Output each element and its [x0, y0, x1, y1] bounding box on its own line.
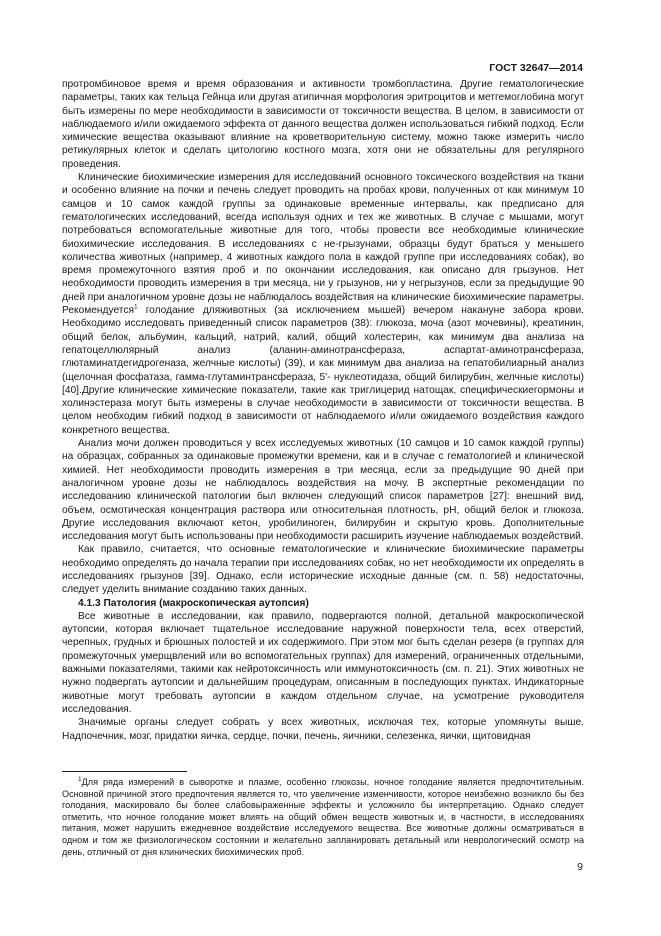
page-number: 9	[577, 861, 583, 873]
paragraph-clinical-biochemistry-part1: Клинические биохимические измерения для исследований основного токсического воздействия на ткани и особенно влияние на почки и печень следует проводить на пробах крови, полученных от как минимум 10 самцов и 10 самок каждой группы за одинаковые временные интервалы, как предписано для гематологических исследований, всегда используя одних и тех же животных. В случае с мышами, могут потребоваться вспомогательные животные для того, чтобы провести все необходимые клинические биохимические исследования. В исследованиях с не-грызунами, образцы будут браться у меньшего количества животных (например, 4 животных каждого пола в каждой группе при исследованиях собак), во время промежуточного взятия проб и по окончании исследования, как описано для грызунов. Нет необходимости проводить измерения в три месяца, ни у грызунов, ни у негрызунов, если за предыдущие 90 дней при аналогичном уровне дозы не наблюдалось воздействия на клинические биохимические параметры. Рекомендуется	[62, 172, 584, 317]
footnote-marker: 1	[78, 775, 82, 783]
paragraph-clinical-biochemistry-part2: голодание дляживотных (за исключением мышей) вечером накануне забора крови. Необходимо исследовать приведенный список параметров (38): глюкоза, моча (азот мочевины), креатинин, общий белок, альбумин, кальций, натрий, калий, общий холестерин, как минимум два анализа на гепатоцеллюлярный анализ (аланин-аминотрансфераза, аспартат-аминотрансфераза, глютаминатдегидрогеназа, желчные кислоты) (39), и как минимум два анализа на гепатобилиарный анализ (щелочная фосфатаза, гамма-глутаминтрансфераза, 5'- нуклеотидаза, общий билирубин, желчные кислоты) [40].Другие клинические химические показатели, такие как триглицерид натощак, специфическиегормоны и холинэстераза могут быть измерены в случае необходимости в зависимости от токсичности вещества. В целом необходим гибкий подход в зависимости от наблюдаемого и/или ожидаемого воздействия каждого конкретного вещества.	[62, 305, 584, 436]
footnote-reference: 1	[133, 303, 138, 311]
footnote	[62, 777, 584, 858]
paragraph-autopsy: Все животные в исследовании, как правило, подвергаются полной, детальной макроскопической аутопсии, которая включает тщательное исследование наружной поверхности тела, всех отверстий, черепных, грудных и брюшных полостей и их содержимого. При этом мог быть сделан резерв (в группах для промежуточных умерщвлений или во вспомогательных группах) для измерений, ограниченных отдельными, важными показателями, такими как нейротоксичность или иммунотоксичность (см. п. 21). Этих животных не нужно подвергать аутопсии и дальнейшим процедурам, описанным в последующих пунктах. Индикаторные животные могут требовать аутопсии в каждом отдельном случае, на усмотрение руководителя исследования.	[62, 610, 584, 715]
paragraph-baseline-data: Как правило, считается, что основные гематологические и клинические биохимические параметры необходимо определять до начала терапии при исследованиях собак, но нет необходимости их определять в исследованиях грызунов [39]. Однако, если исторические исходные данные (см. п. 58) недостаточны, следует уделить внимание созданию таких данных.	[62, 544, 584, 596]
footnote-divider	[62, 771, 187, 772]
paragraph-urinalysis: Анализ мочи должен проводиться у всех исследуемых животных (10 самцов и 10 самок каждой группы) на образцах, собранных за одинаковые промежутки времени, как и в случае с гематологией и клинической химией. Нет необходимости проводить измерения в три месяца, если за предыдущие 90 дней при аналогичном уровне дозы не наблюдалось воздействия на мочу. В экспертные рекомендации по исследованию клинической патологии был включен следующий список параметров [27]: внешний вид, объем, осмотическая концентрация раствора или относительная плотность, pH, общий белок и глюкоза. Другие исследования включают кетон, уробилиноген, билирубин и скрытую кровь. Дополнительные исследования могут быть использованы при необходимости расширить изучение наблюдаемых воздействий.	[62, 438, 584, 543]
section-heading-pathology: 4.1.3 Патология (макроскопическая аутопсия)	[78, 597, 309, 609]
footnote-body: Для ряда измерений в сыворотке и плазме, особенно глюкозы, ночное голодание является предпочтительным. Основной причиной этого предпочтения является то, что увеличение изменчивости, которое неизбежно возникло бы без голодания, маскировало бы более слабовыраженные эффекты и усложнило бы интерпретацию. Однако следует отметить, что ночное голодание может влиять на общий обмен веществ животных и, в частности, в исследованиях питания, может нарушить ежедневное воздействие исследуемого вещества. Все животные должны осматриваться в одном и том же физиологическом состоянии и желательно запланировать детальный или неврологический осмотр на день, отличный от дня клинических биохимических проб.	[62, 777, 584, 857]
paragraph-clinical-biochemistry	[62, 171, 584, 437]
document-code-header: ГОСТ 32647—2014	[489, 62, 583, 74]
paragraph-organs: Значимые органы следует собрать у всех животных, исключая тех, которые упомянуты выше. Надпочечник, мозг, придатки яичка, сердце, почки, печень, яичники, селезенка, яички, щитовидная	[62, 717, 584, 742]
body-text	[62, 78, 584, 743]
paragraph-hematology-continued: протромбиновое время и время образования и активности тромбопластина. Другие гематологические параметры, таких как тельца Гейнца или другая атипичная морфология эритроцитов и метгемоглобина могут быть измерены по мере необходимости в зависимости от токсичности вещества. В целом, в зависимости от наблюдаемого и/или ожидаемого эффекта от данного вещества должен использоваться гибкий подход. Если химические вещества оказывают влияние на кроветворительную систему, можно также измерить число ретикулярных клеток и сделать цитологию костного мозга, хотя они не обязательны для регулярного проведения.	[62, 79, 584, 170]
footnote-text	[62, 777, 584, 858]
